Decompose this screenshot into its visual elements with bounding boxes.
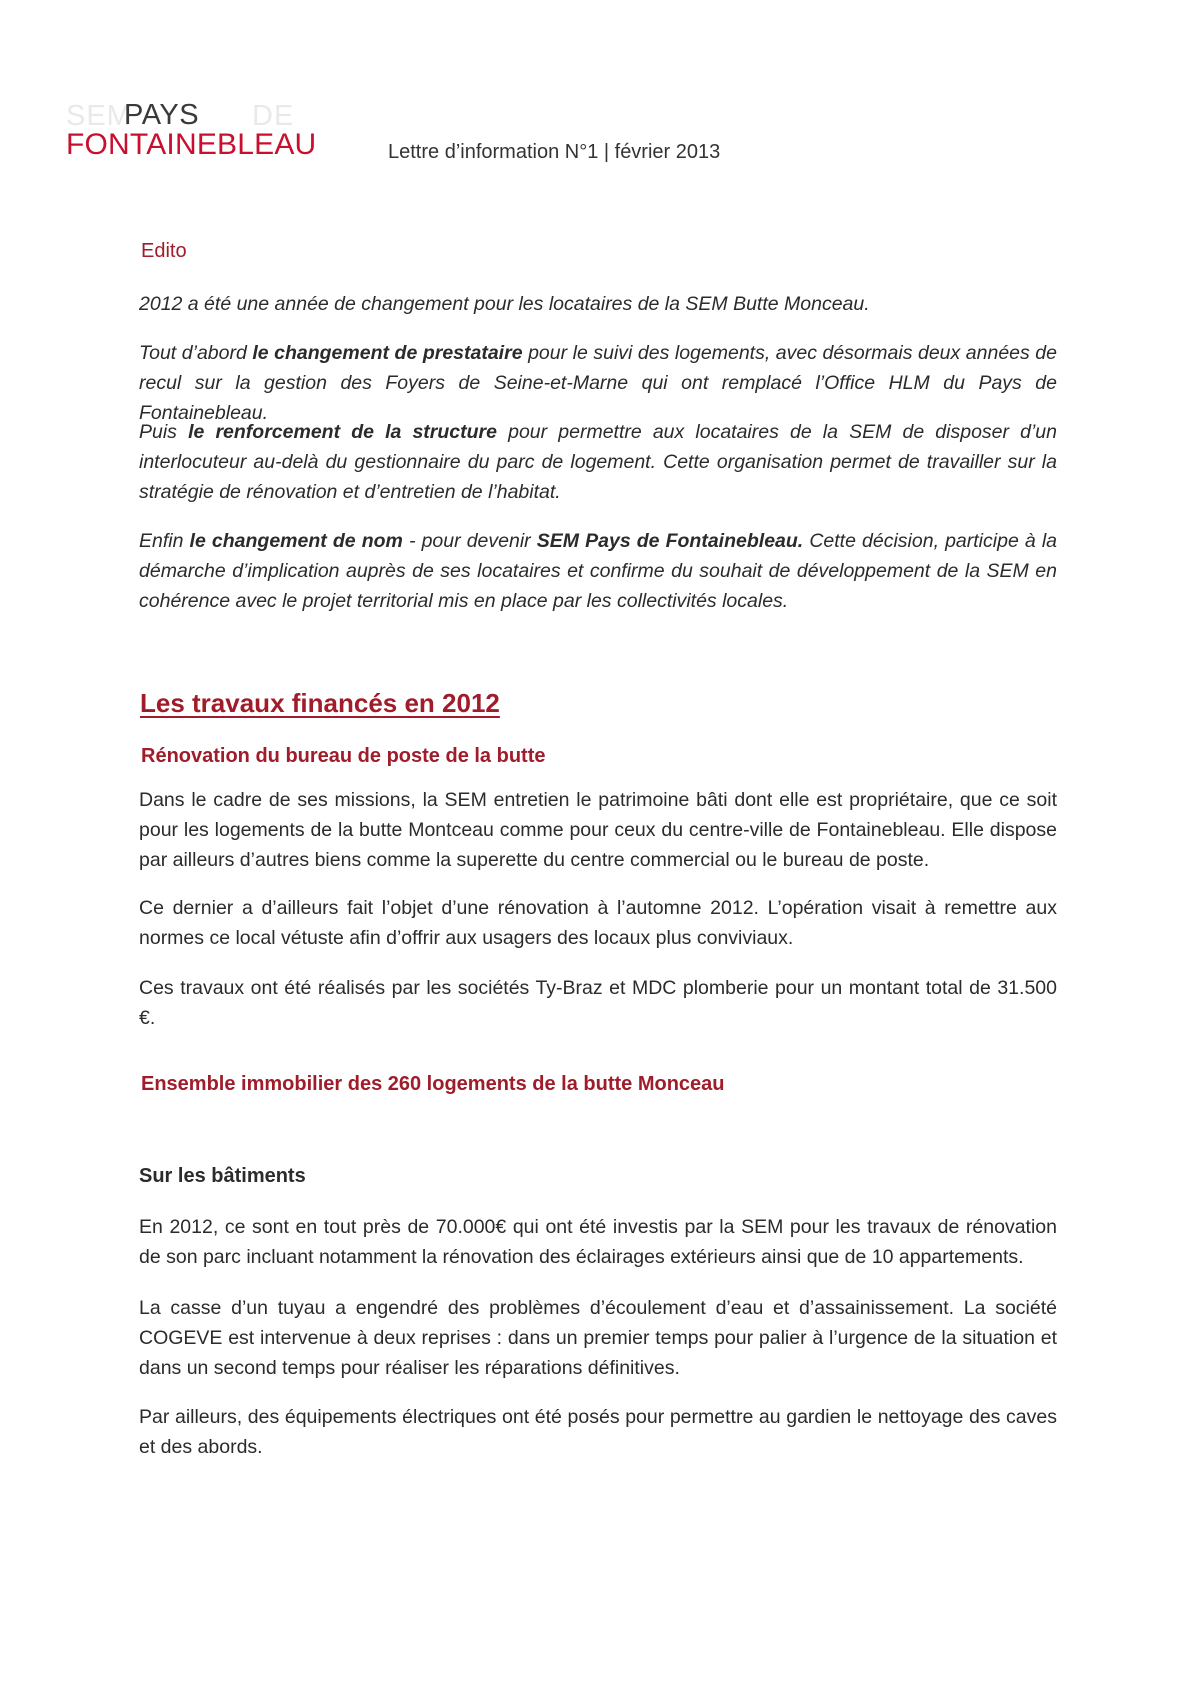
edito-p2-bold: le changement de prestataire — [252, 342, 523, 364]
poste-paragraph-1: Dans le cadre de ses missions, la SEM entretien le patrimoine bâti dont elle est propriétaire, que ce soit pour les logements de la butte Montceau comme pour ceux du centre-ville de Fontainebleau. Elle dispose par ailleurs d’autres biens comme la superette du centre commercial ou le bureau de poste. — [139, 789, 1057, 871]
logo-fontainebleau: FONTAINEBLEAU — [66, 128, 317, 161]
section-heading-travaux: Les travaux financés en 2012 — [140, 688, 500, 718]
edito-p4-a: Enfin — [139, 530, 190, 552]
subheading-batiments: Sur les bâtiments — [139, 1165, 306, 1187]
edito-p4-bold-1: le changement de nom — [189, 530, 403, 552]
edito-p4-c: - pour devenir — [402, 530, 537, 552]
edito-paragraph-4 — [139, 526, 1057, 616]
edito-p4-bold-2: SEM Pays de Fontainebleau. — [536, 530, 804, 552]
logo — [66, 100, 316, 160]
ensemble-paragraph-3: Par ailleurs, des équipements électriques ont été posés pour permettre au gardien le nettoyage des caves et des abords. — [139, 1406, 1057, 1458]
edito-paragraph-3 — [139, 417, 1057, 507]
edito-p2-a: Tout d’abord — [139, 342, 253, 364]
edito-paragraph-1: 2012 a été une année de changement pour les locataires de la SEM Butte Monceau. — [139, 293, 870, 315]
ensemble-paragraph-2: La casse d’un tuyau a engendré des problèmes d’écoulement d’eau et d’assainissement. La société COGEVE est intervenue à deux reprises : dans un premier temps pour palier à l’urgence de la situation et dans un second temps pour réaliser les réparations définitives. — [139, 1297, 1057, 1379]
edito-p3-bold: le renforcement de la structure — [188, 421, 497, 443]
edito-p3-c: pour permettre aux locataires de la SEM de disposer d’un interlocuteur au-delà du gestionnaire du parc de logement. Cette organisation permet de travailler sur la stratégie de rénovation et d’entretien de l’habitat. — [139, 421, 1057, 503]
edito-p3-a: Puis — [139, 421, 189, 443]
edito-p4-e: Cette décision, participe à la démarche d’implication auprès de ses locataires et confirme du souhait de développement de la SEM en cohérence avec le projet territorial mis en place par les collectivités locales. — [139, 530, 1058, 612]
newsletter-title: Lettre d’information N°1 | février 2013 — [388, 141, 721, 163]
poste-paragraph-3: Ces travaux ont été réalisés par les sociétés Ty-Braz et MDC plomberie pour un montant total de 31.500 €. — [139, 977, 1057, 1029]
edito-paragraph-2 — [139, 338, 1057, 428]
edito-heading: Edito — [141, 240, 187, 262]
logo-pays: PAYS — [124, 99, 200, 131]
ensemble-paragraph-1: En 2012, ce sont en tout près de 70.000€ qui ont été investis par la SEM pour les travaux de rénovation de son parc incluant notamment la rénovation des éclairages extérieurs ainsi que de 10 appartements. — [139, 1216, 1057, 1268]
logo-faint-right: DE — [252, 100, 295, 132]
edito-p2-c: pour le suivi des logements, avec désormais deux années de recul sur la gestion des Foyers de Seine-et-Marne qui ont remplacé l’Office HLM du Pays de Fontainebleau. — [139, 342, 1057, 424]
logo-faint-left: SEM — [66, 100, 132, 132]
poste-paragraph-2: Ce dernier a d’ailleurs fait l’objet d’une rénovation à l’automne 2012. L’opération visait à remettre aux normes ce local vétuste afin d’offrir aux usagers des locaux plus conviviaux. — [139, 897, 1057, 949]
subheading-ensemble: Ensemble immobilier des 260 logements de la butte Monceau — [141, 1073, 725, 1095]
subheading-poste: Rénovation du bureau de poste de la butte — [141, 745, 546, 767]
